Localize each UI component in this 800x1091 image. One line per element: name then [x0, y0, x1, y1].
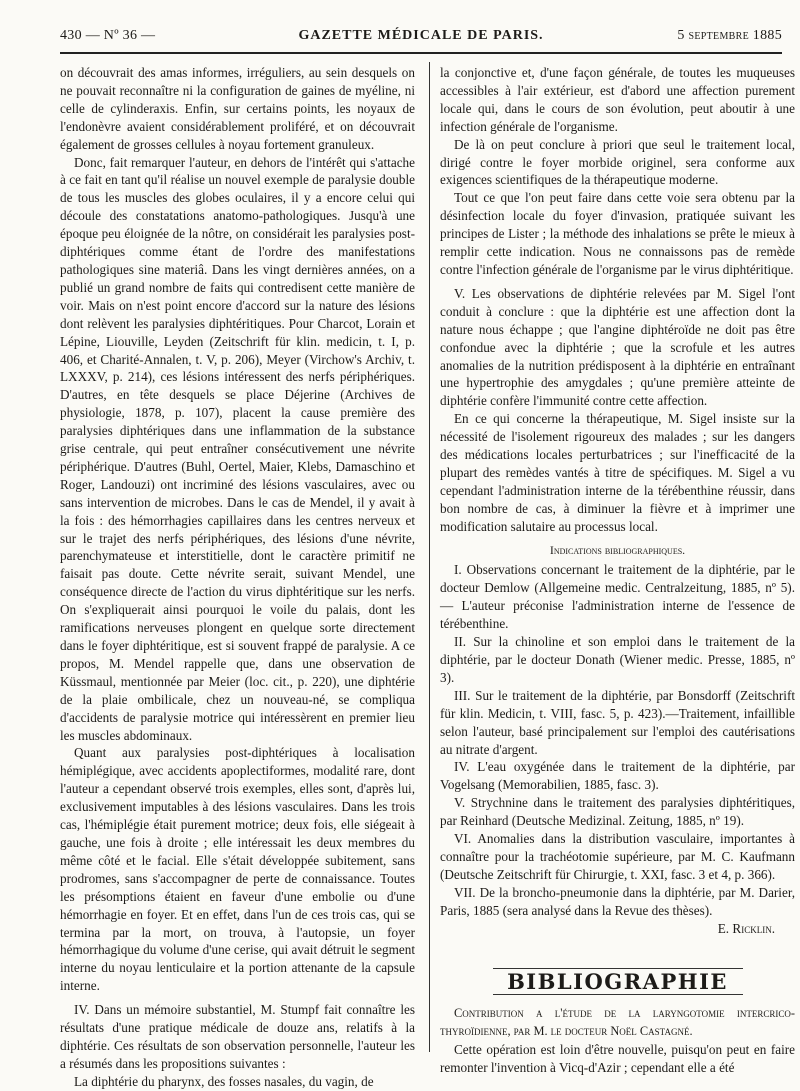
paragraph: Cette opération est loin d'être nouvelle, puisqu'on peut en faire remonter l'invention à Vicq-d'Azir ; cependant elle a été	[440, 1042, 795, 1076]
paragraph: la conjonctive et, d'une façon générale, de toutes les muqueuses accessibles à l'air extérieur, est d'abord une affection purement locale qui, dans le cours de son évolution, peut aboutir à une infection générale de l'organisme.	[440, 65, 795, 134]
article-title: Contribution a l'étude de la laryngotomie intercrico-thyroïdienne, par M. le docteur Noël Castagné.	[440, 1006, 795, 1039]
section-title: BIBLIOGRAPHIE	[493, 968, 743, 996]
header-rule	[60, 52, 782, 54]
paragraph: Tout ce que l'on peut faire dans cette voie sera obtenu par la désinfection locale du foyer d'invasion, pratiquée suivant les principes de Lister ; la méthode des inhalations se prête le mieux à remplir cette indication. Nous ne connaissons pas de remède contre l'infection générale de l'organisme par le virus diphtéritique.	[440, 190, 795, 277]
paragraph: V. Les observations de diphtérie relevées par M. Sigel l'ont conduit à conclure : que la diphtérie est une affection dont la nature nous échappe ; que l'angine diphtéroïde ne doit pas être confondue avec la diphtérie ; que la scrofule et les autres anomalies de la nutrition prédisposent à la diphtérie en entraînant une hypertrophie des amygdales ; qu'une première atteinte de diphtérie confère l'immunité contre cette affection.	[440, 285, 795, 409]
paragraph: La diphtérie du pharynx, des fosses nasales, du vagin, de	[74, 1073, 374, 1089]
journal-title: GAZETTE MÉDICALE DE PARIS.	[298, 28, 544, 43]
running-header	[60, 28, 782, 48]
paragraph: En ce qui concerne la thérapeutique, M. Sigel insiste sur la nécessité de l'isolement rigoureux des malades ; sur les dangers des médications locales perturbatrices ; sur l'inefficacité de la plupart des remèdes vantés à titre de spécifiques. M. Sigel a vu cependant l'administration interne de la térébenthine réussir, dans bon nombre de cas, à diminuer la fièvre et à imprimer une modification salutaire au processus local.	[440, 411, 795, 534]
paragraph: Donc, fait remarquer l'auteur, en dehors de l'intérêt qui s'attache à ce fait en tant qu'il réalise un nouvel exemple de paralysie double de tous les muscles des globes oculaires, il y a encore celui qui découle des constatations anatomo-pathologiques. Jusqu'à une époque peu éloignée de la nôtre, on considérait les paralysies post-diphtériques comme étant de l'ordre des manifestations pathologiques sine materiâ. Dans les vingt dernières années, on a publié un grand nombre de faits qui contredisent cette manière de voir. Mais on n'est point encore d'accord sur la nature des lésions dont relèvent les paralysies diphtéritiques. Pour Charcot, Lorain et Lépine, Liouville, Leyden (Zeitschrift für klin. medicin, t. I, p. 406, et Charité-Annalen, t. V, p. 206), Meyer (Virchow's Archiv, t. LXXXV, p. 214), ces lésions intéressent des nerfs périphériques. D'autres, en tête desquels se place Déjerine (Archives de physiologie, 1878, p. 107), placent la cause première des paralysies diphtériques dans une inflammation de la substance grise centrale, qui peut entraîner consécutivement une névrite périphérique. D'autres (Buhl, Oertel, Maier, Klebs, Damaschino et Roger, Landouzi) ont incriminé des lésions vasculaires, avec ou sans intervention de microbes. Dans le cas de Mendel, il y avait à la fois : des hémorrhagies capillaires dans les centres nerveux et sur le trajet des nerfs périphériques, des lésions d'une névrite, parenchymateuse et interstitielle, dont le caractère primitif ne faisait pas doute. Cette névrite serait, suivant Mendel, une conséquence directe de l'action du virus diphtéritique sur les nerfs. On s'expliquerait ainsi pourquoi le voile du palais, dont les ramifications nerveuses plongent en quelque sorte directement dans le foyer diphtéritique, est si souvent frappé de paralysie. A ce propos, M. Mendel rappelle que, dans une observation de Küssmaul, mentionnée par Meier (loc. cit., p. 220), une diphtérie de la plaie ombilicale, chez un nouveau-né, se compliqua d'accidents de paralysie motrice qui intéressèrent en premier lieu les muscles abdominaux.	[60, 154, 415, 743]
paragraph: Quant aux paralysies post-diphtériques à localisation hémiplégique, avec accidents apoplectiformes, modalité rare, dont l'auteur a cependant observé trois exemples, elles sont, d'après lui, exclusivement imputables à des lésions vasculaires. Dans les trois cas, l'hémiplégie était purement motrice; deux fois, elle siégeait à gauche, une fois à droite ; elle intéressait les deux membres du même côté et le facial. Elle s'était développée subitement, sans prodromes, sans s'accompagner de perte de connaissance. Toutes les présomptions étaient en faveur d'une embolie ou d'une hémorrhagie en foyer. Et en effet, dans l'un de ces trois cas, qui se termina par la mort, on trouva, à l'autopsie, un foyer hémorrhagique du volume d'une cerise, qui avait détruit le segment interne du noyau lenticulaire et la portion attenante de la capsule interne.	[60, 745, 415, 994]
paragraph: De là on peut conclure à priori que seul le traitement local, dirigé contre le foyer morbide originel, sera conforme aux exigences scientifiques de la thérapeutique moderne.	[440, 136, 795, 188]
left-column	[60, 64, 415, 1091]
author-signature: E. Ricklin.	[717, 920, 775, 936]
right-column	[440, 64, 795, 1077]
issue-date: 5 septembre 1885	[677, 28, 782, 43]
bibliography-item: IV. L'eau oxygénée dans le traitement de la diphtérie, par Vogelsang (Memorabilien, 1885, fasc. 3).	[440, 759, 795, 793]
paragraph: on découvrait des amas informes, irréguliers, au sein desquels on ne pouvait reconnaître ni la configuration de gaines de myéline, ni celle de cylinderaxis. Enfin, sur certains points, les noyaux de l'endonèvre avaient considérablement proliféré, et on découvrait également de grosses cellules à noyau fortement granuleux.	[60, 65, 415, 152]
column-divider	[429, 62, 430, 1052]
bibliography-item: I. Observations concernant le traitement de la diphtérie, par le docteur Demlow (Allgemeine medic. Centralzeitung, 1885, nº 5). — L'auteur préconise l'administration interne de l'essence de térébenthine.	[440, 562, 795, 632]
bibliography-heading: Indications bibliographiques.	[549, 542, 686, 557]
bibliography-item: II. Sur la chinoline et son emploi dans le traitement de la diphtérie, par le docteur Donath (Wiener medic. Presse, 1885, nº 3).	[440, 634, 795, 685]
bibliography-item: III. Sur le traitement de la diphtérie, par Bonsdorff (Zeitschrift für klin. Medicin, t. VIII, fasc. 5, p. 423).—Traitement, infaillible selon l'auteur, basé principalement sur l'emploi des cautérisations au nitrate d'argent.	[440, 687, 795, 757]
paragraph: IV. Dans un mémoire substantiel, M. Stumpf fait connaître les résultats d'une pratique médicale de douze ans, relatifs à la diphtérie. Ces résultats de son observation personnelle, l'auteur les a résumés dans les propositions suivantes :	[60, 1002, 415, 1071]
bibliography-item: VII. De la broncho-pneumonie dans la diphtérie, par M. Darier, Paris, 1885 (sera analysé dans la Revue des thèses).	[440, 884, 795, 918]
page-number: 430 — Nº 36 —	[60, 28, 156, 43]
bibliography-item: VI. Anomalies dans la distribution vasculaire, importantes à connaître pour la trachéotomie supérieure, par M. C. Kaufmann (Deutsche Zeitschrift für Chirurgie, t. XXI, fasc. 3 et 4, p. 366).	[440, 831, 795, 882]
bibliography-item: V. Strychnine dans le traitement des paralysies diphtéritiques, par Reinhard (Deutsche Medizinal. Zeitung, 1885, nº 19).	[440, 795, 795, 829]
